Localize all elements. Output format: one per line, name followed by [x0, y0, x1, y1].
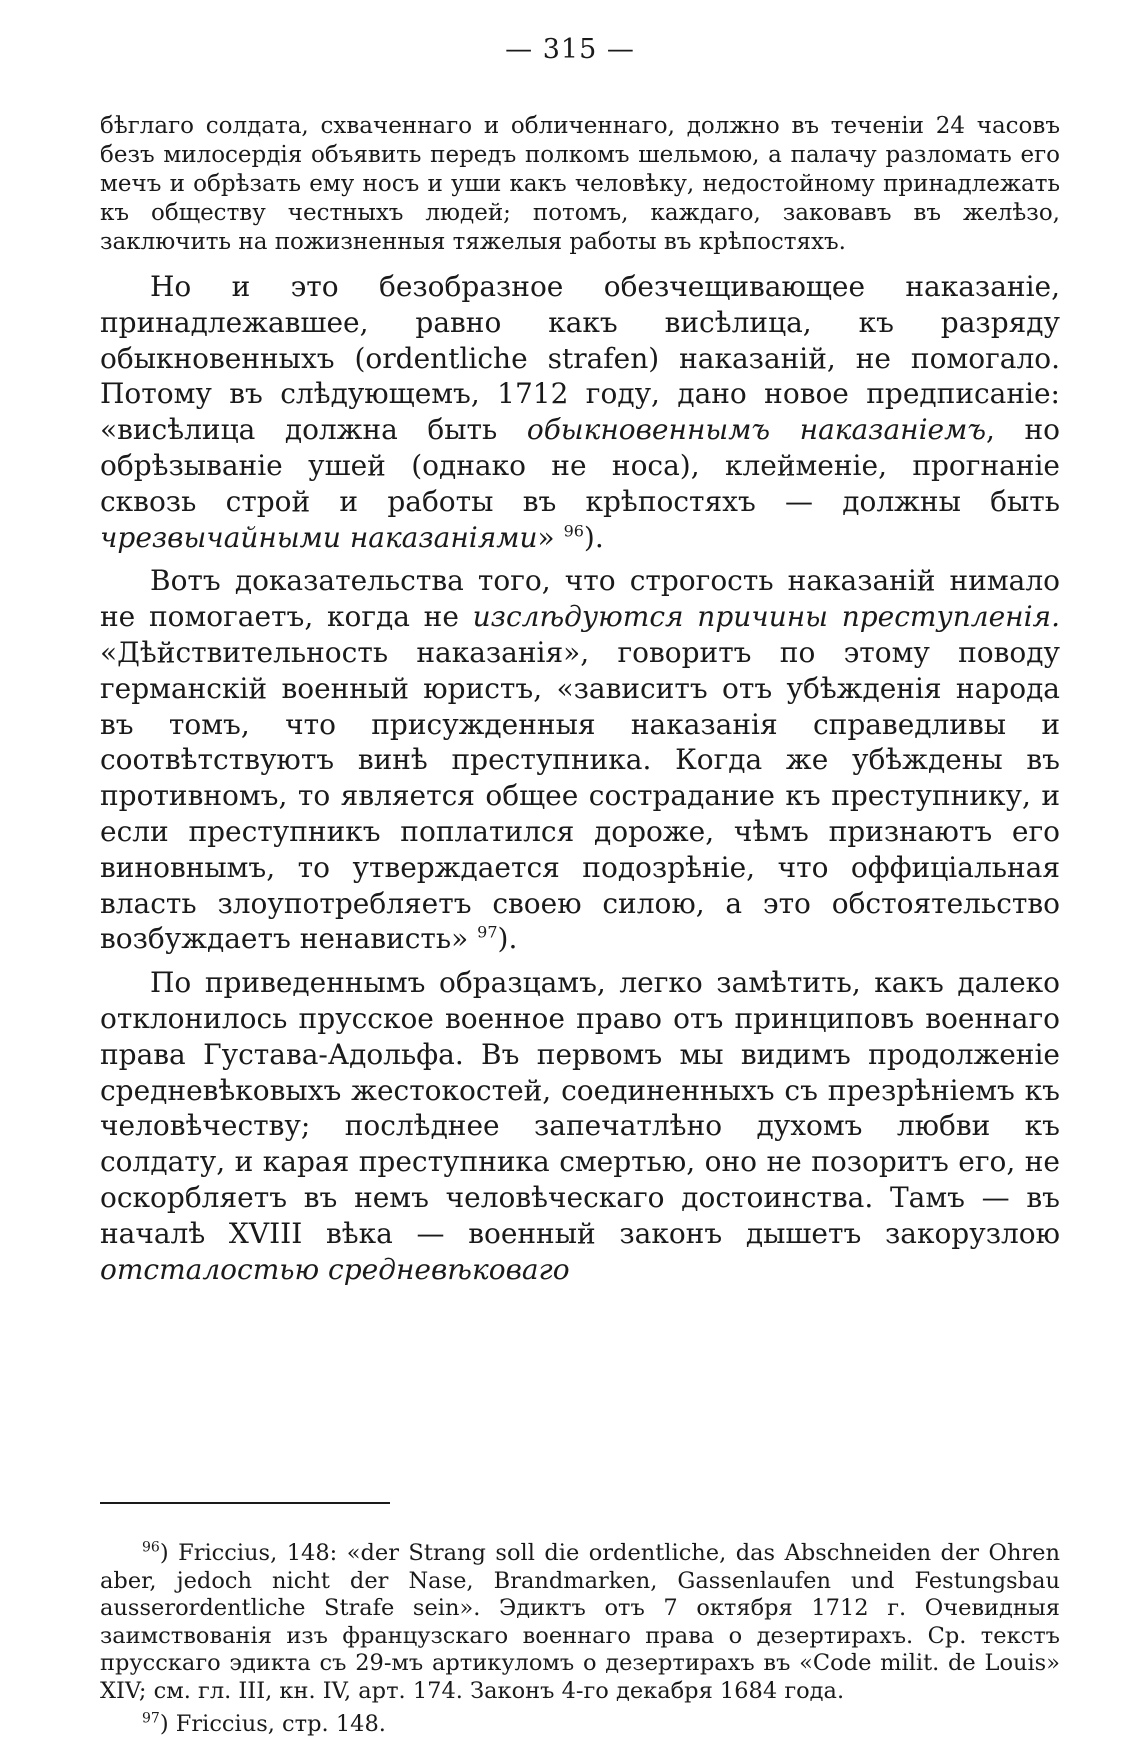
- footnote-text: ) Friccius, стр. 148.: [159, 1711, 386, 1737]
- paragraph-2-text-1: Но и это безобразное обезчещивающее наказаніе, принадлежавшее, равно какъ висѣлица, къ разряду обыкновенныхъ (ordentliche strafen) наказаній, не помогало. Потому въ слѣдующемъ, 1712 году, дано новое предписаніе: «висѣлица должна быть: [100, 270, 1060, 447]
- paragraph-4-italic-1: отсталостью средневѣковаго: [100, 1252, 570, 1286]
- paragraph-2-text-4: ).: [583, 520, 604, 554]
- paragraph-3-text-1: Вотъ доказательства того, что строгость наказаній нимало не помогаетъ, когда не: [100, 564, 1060, 634]
- paragraph-4-text-1: По приведеннымъ образцамъ, легко замѣтить, какъ далеко отклонилось прусское военное право отъ принциповъ военнаго права Густава-Адольфа. Въ первомъ мы видимъ продолженіе средневѣковыхъ жестокостей, соединенныхъ съ презрѣніемъ къ человѣчеству; послѣднее запечатлѣно духомъ любви къ солдату, и карая преступника смертью, оно не позоритъ его, не оскорбляетъ въ немъ человѣческаго достоинства. Тамъ — въ началѣ XVIII вѣка — военный законъ дышетъ закорузлою: [100, 966, 1060, 1250]
- footnote-ref-97: 97: [477, 923, 498, 943]
- footnote-text: ) Friccius, 148: «der Strang soll die ordentliche, das Abschneiden der Ohren aber, jedoch nicht der Nase, Brandmarken, Gassenlaufen und Festungsbau ausserordentliche Strafe sein». Эдиктъ отъ 7 октября 1712 г. Очевидныя заимствованія изъ французскаго военнаго права о дезертирахъ. Ср. текстъ прусскаго эдикта съ 29-мъ артикуломъ о дезертирахъ въ «Code milit. de Louis» XIV; см. гл. III, кн. IV, арт. 174. Законъ 4-го декабря 1684 года.: [100, 1540, 1060, 1704]
- paragraph-2-italic-2: чрезвычайными наказаніями: [100, 520, 538, 554]
- footnote-ref-96: 96: [563, 521, 584, 541]
- footnote-divider: [100, 1502, 390, 1504]
- footnote-mark: 97: [142, 1710, 160, 1727]
- paragraph-3-italic-1: изслѣдуются причины преступленія.: [472, 600, 1060, 634]
- page-number: — 315 —: [505, 34, 635, 65]
- paragraph-4: [100, 965, 1060, 1287]
- footnote-96: [100, 1540, 1060, 1705]
- footnote-97: [100, 1711, 1060, 1739]
- paragraph-3: [100, 563, 1060, 957]
- paragraph-3-text-3: ).: [497, 922, 518, 956]
- paragraph-2: [100, 269, 1060, 555]
- intro-paragraph: бѣглаго солдата, схваченнаго и обличеннаго, должно въ теченіи 24 часовъ безъ милосердія объявить передъ полкомъ шельмою, а палачу разломать его мечъ и обрѣзать ему носъ и уши какъ человѣку, недостойному принадлежать къ обществу честныхъ людей; потомъ, каждаго, заковавъ въ желѣзо, заключить на пожизненныя тяжелыя работы въ крѣпостяхъ.: [100, 113, 1060, 255]
- footnote-mark: 96: [142, 1539, 160, 1556]
- paragraph-3-text-2: «Дѣйствительность наказанія», говоритъ по этому поводу германскій военный юристъ, «зависитъ отъ убѣжденія народа въ томъ, что присужденныя наказанія справедливы и соотвѣтствуютъ винѣ преступника. Когда же убѣждены въ противномъ, то является общее сострадание къ преступнику, и если преступникъ поплатился дороже, чѣмъ признаютъ его виновнымъ, то утверждается подозрѣніе, что оффиціальная власть злоупотребляетъ своею силою, а это обстоятельство возбуждаетъ ненависть»: [100, 635, 1060, 956]
- paragraph-2-italic-1: обыкновеннымъ наказаніемъ: [526, 413, 986, 447]
- paragraph-2-text-3: »: [537, 520, 564, 554]
- body-text: [100, 112, 1060, 1295]
- paragraph-2-text-2: , но обрѣзываніе ушей (однако не носа), клейменіе, прогнаніе сквозь строй и работы въ крѣпостяхъ — должны быть: [100, 413, 1060, 518]
- footnotes: [100, 1540, 1060, 1745]
